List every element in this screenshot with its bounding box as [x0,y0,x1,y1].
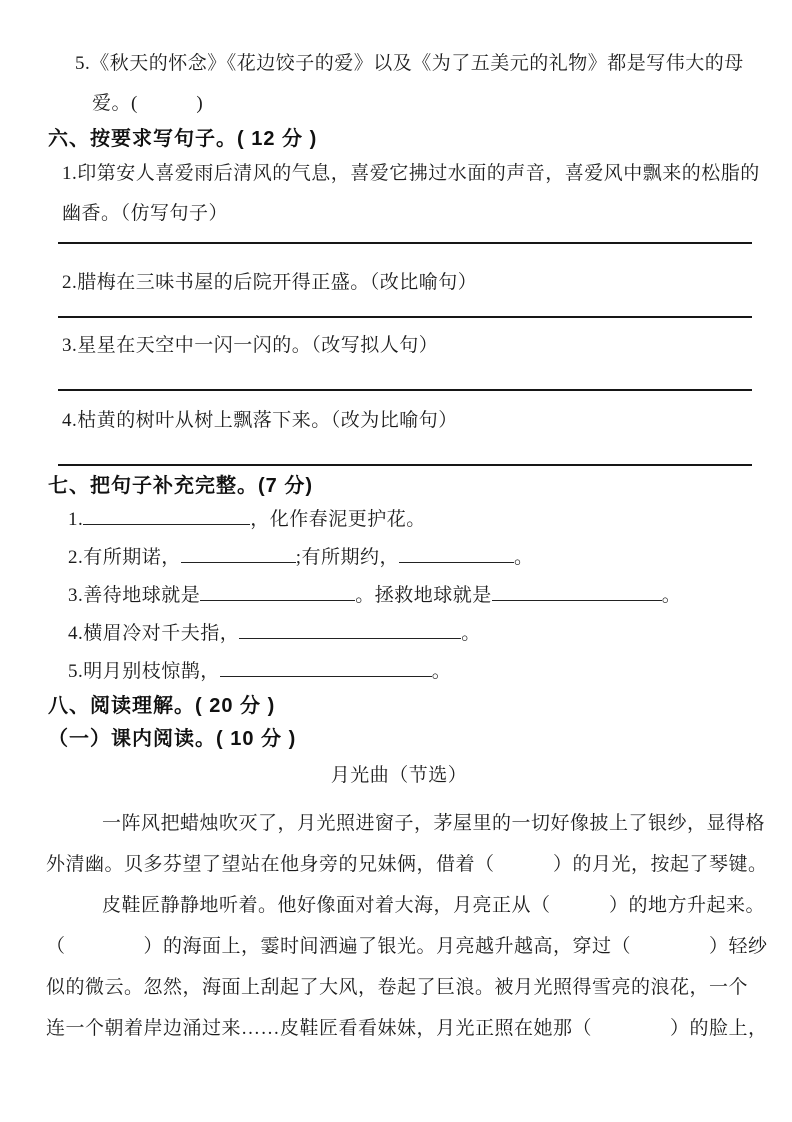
item-text: 3.善待地球就是 [68,585,201,606]
item-text: 。拯救地球就是 [355,585,492,606]
item-text: ;有所期约， [295,547,400,568]
fill-blank [239,619,461,639]
section6-item3: 3.星星在天空中一闪一闪的。（改写拟人句） [62,335,439,356]
section7-item2 [68,539,752,577]
passage-line: 一阵风把蜡烛吹灭了，月光照进窗子，茅屋里的一切好像披上了银纱，显得格 [102,813,766,834]
section6-item4: 4.枯黄的树叶从树上飘落下来。（改为比喻句） [62,410,458,431]
item-text: ，化作春泥更护花。 [250,509,426,530]
item-text: 。 [661,585,682,606]
item-text: 4.横眉冷对千夫指， [68,623,240,644]
passage-line: （ ）的海面上，霎时间洒遍了银光。月亮越升越高，穿过（ ）轻纱 [46,936,768,957]
answer-line [58,242,752,244]
section8-subheader: （一）课内阅读。( 10 分 ) [48,728,297,750]
fill-blank [200,581,355,601]
section7-item4 [68,615,752,653]
section7-item3 [68,577,752,615]
item-text: 。 [514,547,534,568]
answer-line [58,389,752,391]
question5-line2: 爱。( ) [92,93,204,114]
section6-header: 六、按要求写句子。( 12 分 ) [48,128,318,150]
section7-header: 七、把句子补充完整。(7 分) [48,475,313,497]
question5-line1: 5.《秋天的怀念》《花边饺子的爱》以及《为了五美元的礼物》都是写伟大的母 [75,53,744,74]
section7-item1 [68,501,752,539]
item-text: 。 [431,661,452,682]
section7-item5 [68,653,752,691]
fill-blank [181,543,296,563]
item-text: 2.有所期诺， [68,547,181,568]
section6-item1-line2: 幽香。（仿写句子） [62,203,229,224]
section8-header: 八、阅读理解。( 20 分 ) [48,695,276,717]
section6-item2: 2.腊梅在三味书屋的后院开得正盛。（改比喻句） [62,272,478,293]
fill-blank [399,543,514,563]
passage-line: 皮鞋匠静静地听着。他好像面对着大海，月亮正从（ ）的地方升起来。 [102,895,766,916]
passage-line: 似的微云。忽然，海面上刮起了大风，卷起了巨浪。被月光照得雪亮的浪花，一个 [46,977,749,998]
answer-line [58,464,752,466]
item-text: 1. [68,509,84,530]
passage-line: 连一个朝着岸边涌过来……皮鞋匠看看妹妹，月光正照在她那（ ）的脸上， [46,1018,768,1039]
section6-item1-line1: 1.印第安人喜爱雨后清风的气息，喜爱它拂过水面的声音，喜爱风中飘来的松脂的 [62,163,760,184]
item-text: 5.明月别枝惊鹊， [68,661,220,682]
fill-blank [492,581,662,601]
fill-blank [83,505,250,525]
passage-title: 月光曲（节选） [330,765,468,786]
answer-line [58,316,752,318]
item-text: 。 [461,623,481,644]
fill-blank [220,657,432,677]
passage-line: 外清幽。贝多芬望了望站在他身旁的兄妹俩，借着（ ）的月光，按起了琴键。 [46,854,768,875]
